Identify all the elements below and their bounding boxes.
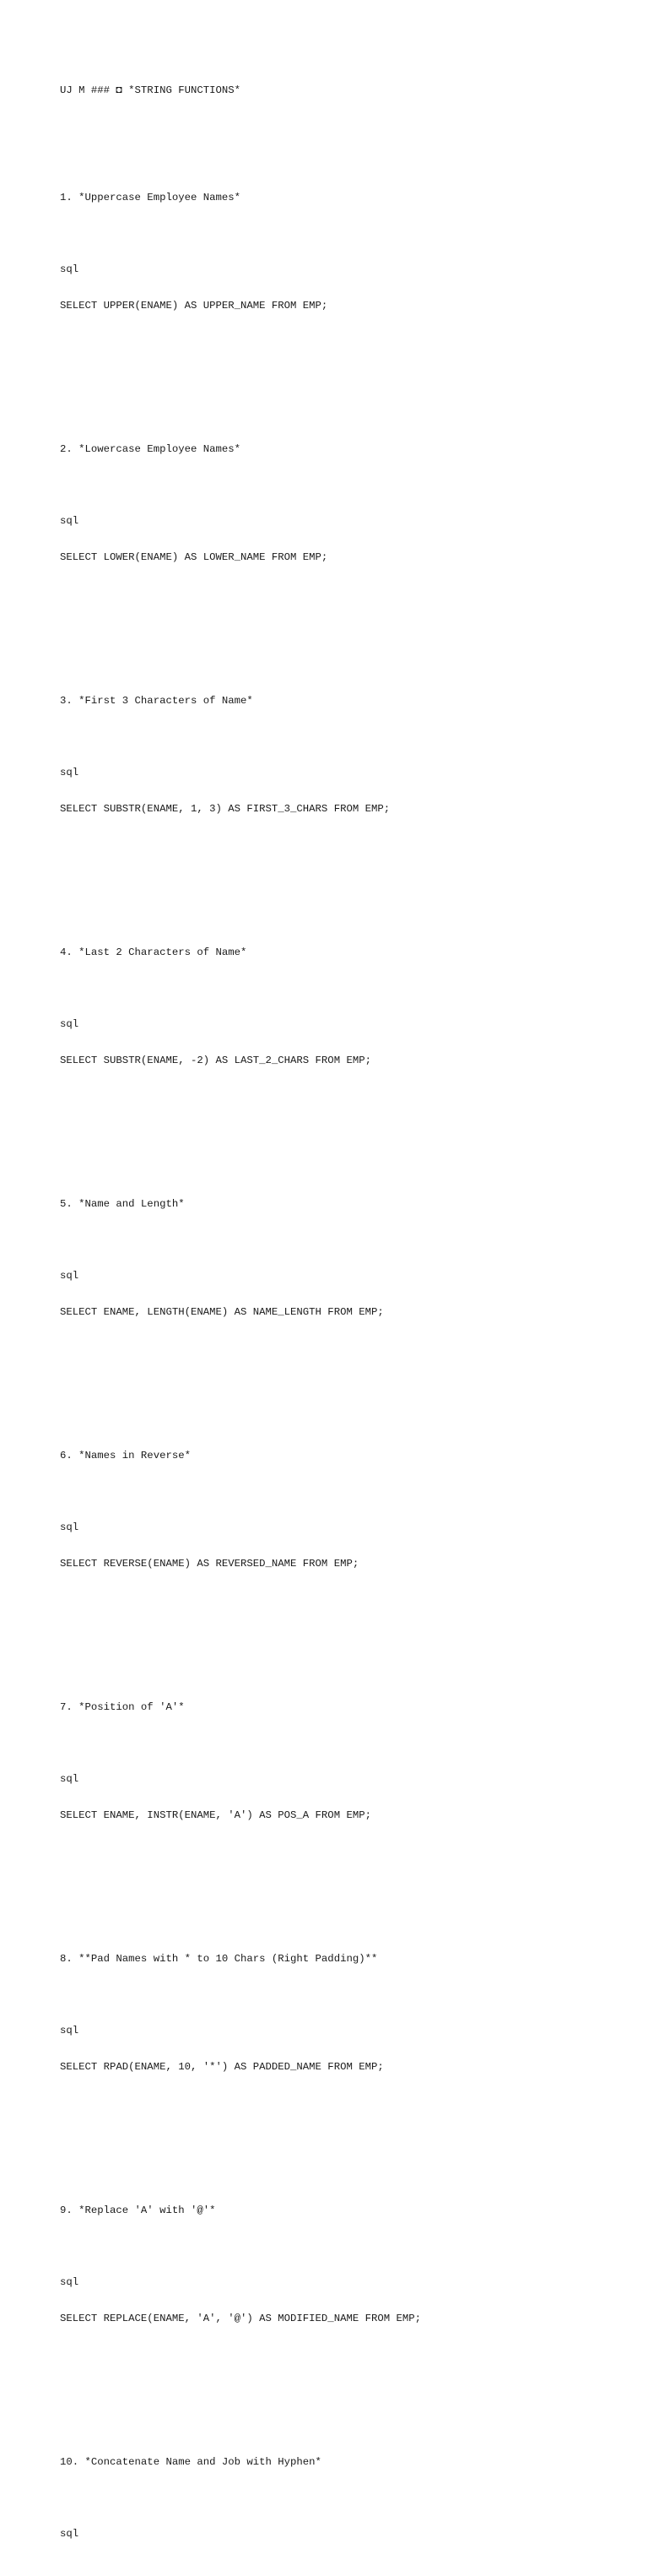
code-lang-label: sql (60, 1270, 79, 1282)
code-line: SELECT LOWER(ENAME) AS LOWER_NAME FROM EMP; (60, 551, 328, 563)
code-line: SELECT REVERSE(ENAME) AS REVERSED_NAME FROM EMP; (60, 1558, 359, 1570)
code-line: SELECT ENAME, LENGTH(ENAME) AS NAME_LENGTH FROM EMP; (60, 1306, 384, 1318)
section-2 (60, 420, 634, 636)
code-lang-label: sql (60, 2025, 79, 2036)
section-heading: 9. *Replace 'A' with '@'* (60, 2205, 216, 2216)
section-4 (60, 923, 634, 1139)
section-5 (60, 1174, 634, 1391)
section-heading: 2. *Lowercase Employee Names* (60, 443, 241, 455)
code-line: SELECT REPLACE(ENAME, 'A', '@') AS MODIFIED_NAME FROM EMP; (60, 2313, 422, 2324)
code-line: SELECT SUBSTR(ENAME, 1, 3) AS FIRST_3_CHARS FROM EMP; (60, 803, 391, 815)
section-heading: 3. *First 3 Characters of Name* (60, 695, 253, 707)
section-10 (60, 2432, 634, 2564)
code-lang-label: sql (60, 1773, 79, 1785)
code-lang-label: sql (60, 2528, 79, 2540)
section-8 (60, 1929, 634, 2145)
code-lang-label: sql (60, 515, 79, 527)
section-3 (60, 671, 634, 887)
code-line: SELECT RPAD(ENAME, 10, '*') AS PADDED_NAME FROM EMP; (60, 2061, 384, 2073)
code-lang-label: sql (60, 263, 79, 275)
section-1 (60, 168, 634, 384)
code-line: SELECT UPPER(ENAME) AS UPPER_NAME FROM EMP; (60, 300, 328, 312)
section-heading: 10. *Concatenate Name and Job with Hyphen* (60, 2456, 321, 2468)
section-heading: 1. *Uppercase Employee Names* (60, 192, 241, 203)
section-heading: 6. *Names in Reverse* (60, 1450, 191, 1462)
code-line: SELECT SUBSTR(ENAME, -2) AS LAST_2_CHARS FROM EMP; (60, 1055, 371, 1066)
section-heading: 4. *Last 2 Characters of Name* (60, 946, 247, 958)
code-lang-label: sql (60, 1018, 79, 1030)
section-heading: 8. **Pad Names with * to 10 Chars (Right Padding)** (60, 1953, 378, 1965)
section-heading: 5. *Name and Length* (60, 1198, 185, 1210)
section-heading: 7. *Position of 'A'* (60, 1701, 185, 1713)
section-9 (60, 2181, 634, 2397)
section-6 (60, 1426, 634, 1642)
code-lang-label: sql (60, 1521, 79, 1533)
code-lang-label: sql (60, 2276, 79, 2288)
document-title: UJ M ### ◘ *STRING FUNCTIONS* (60, 84, 241, 96)
section-7 (60, 1678, 634, 1894)
code-lang-label: sql (60, 767, 79, 778)
code-line: SELECT ENAME, INSTR(ENAME, 'A') AS POS_A FROM EMP; (60, 1809, 371, 1821)
document-page (60, 61, 634, 2576)
